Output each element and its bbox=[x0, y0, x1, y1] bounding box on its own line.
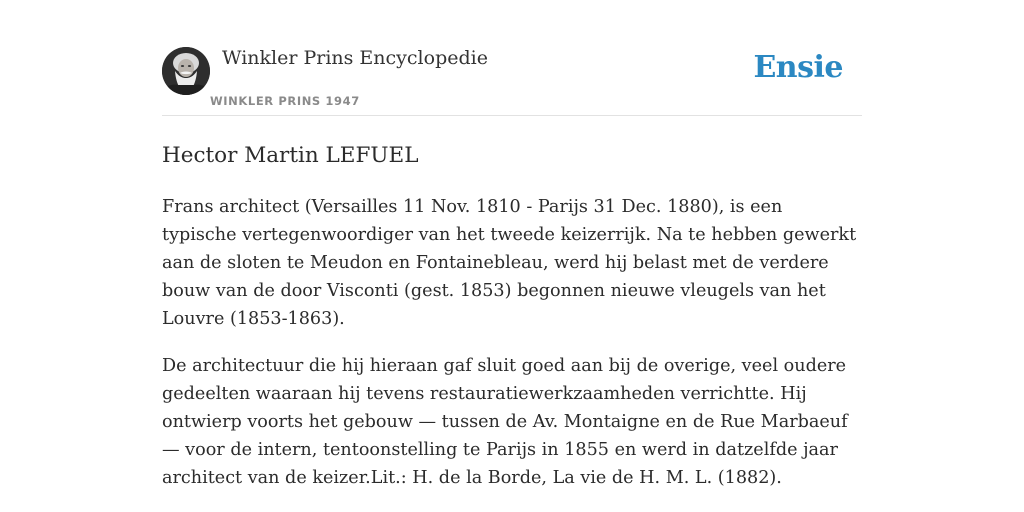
bearded-portrait-icon bbox=[162, 47, 210, 95]
source-header bbox=[162, 40, 862, 116]
avatar[interactable] bbox=[162, 47, 210, 95]
ensie-logo[interactable]: Ensie bbox=[753, 50, 843, 85]
article-paragraph: Frans architect (Versailles 11 Nov. 1810 - Parijs 31 Dec. 1880), is een typische vertegenwoordiger van het tweede keizerrijk. Na te hebben gewerkt aan de sloten te Meudon en Fontainebleau, werd hij belast met de verdere bouw van de door Visconti (gest. 1853) begonnen nieuwe vleugels van het Louvre (1853-1863). bbox=[162, 197, 857, 329]
source-subtitle[interactable]: WINKLER PRINS 1947 bbox=[210, 94, 360, 108]
source-title[interactable]: Winkler Prins Encyclopedie bbox=[222, 47, 488, 69]
article-card bbox=[162, 40, 862, 492]
article-title: Hector Martin LEFUEL bbox=[162, 143, 419, 168]
article-paragraph: De architectuur die hij hieraan gaf sluit goed aan bij de overige, veel oudere gedeelten waaraan hij tevens restauratiewerkzaamheden verrichtte. Hij ontwierp voorts het gebouw — tussen de Av. Montaigne en de Rue Marbaeuf— voor de intern, tentoonstelling te Parijs in 1855 en werd in datzelfde jaar architect van de keizer.Lit.: H. de la Borde, La vie de H. M. L. (1882). bbox=[162, 356, 848, 488]
